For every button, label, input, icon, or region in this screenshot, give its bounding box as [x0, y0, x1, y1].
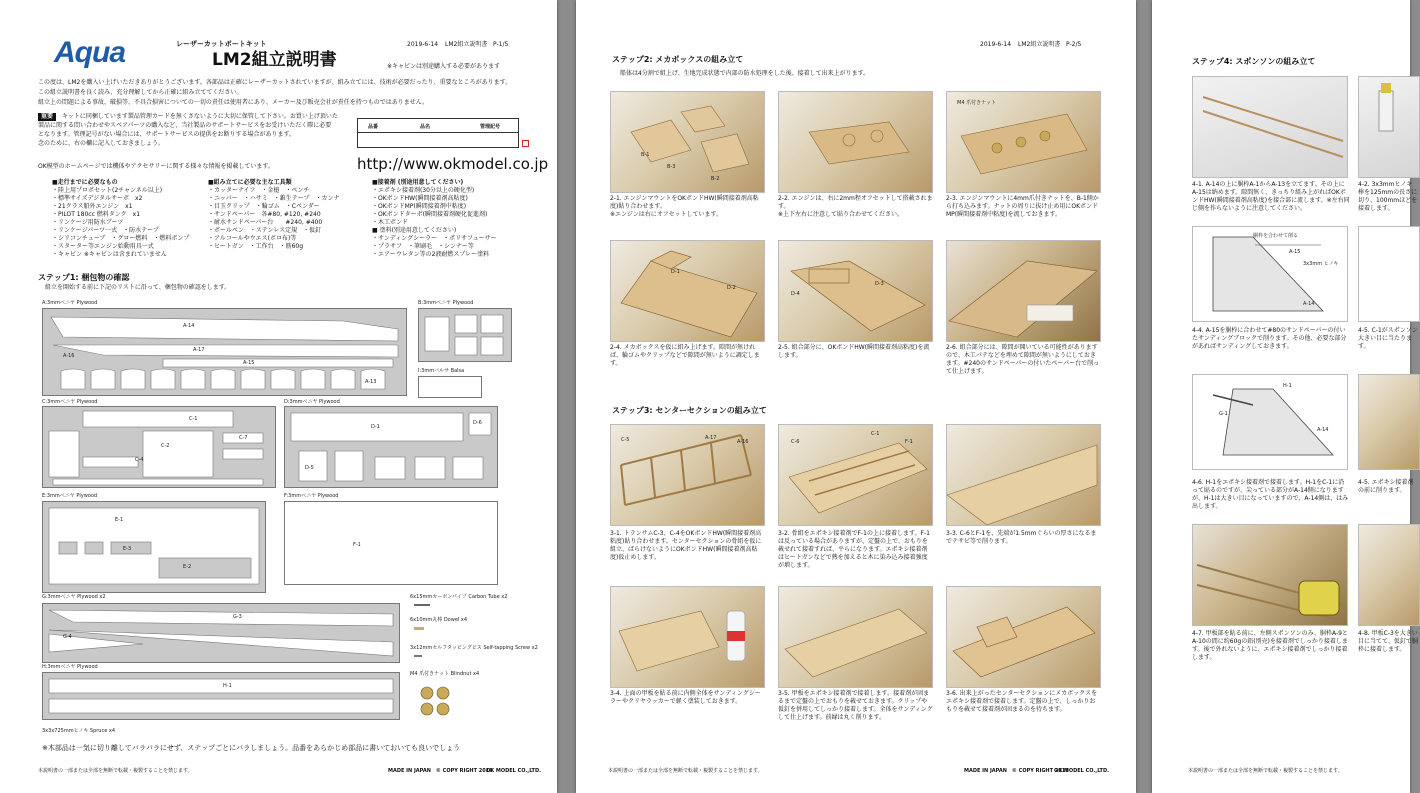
photo-2-6-illustration: [947, 241, 1100, 341]
caption-2-3: 2-3. エンジンマウントに4mm爪付きナットを、B-1側から打ち込みます。ナットの周りに抜け止め用にOKボンドMP(瞬間接着剤中粘度)を流しておきます。: [946, 195, 1099, 218]
part-label: A-13: [365, 379, 377, 385]
doc-date: 2019-6-14: [407, 41, 439, 48]
part-label: E-3: [123, 546, 132, 552]
step1-text: 組立を開始する前に下記のリストに沿って、梱包物の確認をします。: [45, 284, 231, 291]
list-item: ・木工ボンド: [372, 219, 409, 226]
kit-type: レーザーカットボートキット: [176, 40, 267, 48]
manual-page-3: [1152, 0, 1418, 793]
photo-3-2: [778, 424, 933, 526]
photo-label: F-1: [905, 439, 913, 445]
tools-title: ■組み立てに必要な主な工具類: [208, 179, 292, 186]
list-item: ・耐水サンドペーパー台 #240, #400: [208, 219, 323, 226]
caption-4-7: 4-7. 甲板部を貼る前に、左側スポンソンのみ、胴枠A-9とA-10の間に約60gの鉛(別売)を接着剤でしっかり接着します。後で外れないように、エポキシ接着剤でしっかり接着します。: [1192, 630, 1348, 661]
photo-2-3-illustration: [947, 92, 1100, 192]
spruce-label: 3x3x725mmヒノキ Spruce x4: [42, 728, 116, 734]
caption-3-2: 3-2. 骨組をエポキシ接着剤でF-1の上に接着します。F-1は反っている場合がありますが、定盤の上で、おもりを載せれて接着すれば、平らになります。エポキシ接着剤はヒートガンなどで熱を加えると木に染み込み接着強度が増します。: [778, 530, 930, 569]
warning-text-4: 念のために、右の欄に記入しておきましょう。: [38, 140, 165, 147]
diagram-label: A-14: [1303, 301, 1315, 307]
diagram-label: 胴枠を合わせて削る: [1253, 233, 1299, 239]
photo-2-2: [778, 91, 933, 193]
caption-3-5: 3-5. 甲板をエポキシ接着剤で接着します。接着剤が固まるまで定盤の上でおもりを載せておきます。クリップや仮釘を併用してしっかり接着します。全体をサンディングして仕上げます。前縁は丸く削ります。: [778, 690, 933, 721]
sheet-d-label: D:3mmベニヤ Plywood: [284, 399, 340, 405]
caption-4-4: 4-4. A-15を胴枠に合わせて#80のサンドペーパーの付いたサンディングブロックで削ります。その他、必要な部分があればサンディングしておきます。: [1192, 327, 1347, 350]
photo-4-1: [1192, 76, 1348, 178]
list-item: ・陸上用プロポセット(2チャンネル以上): [52, 187, 163, 194]
tools-list: [208, 179, 368, 251]
photo-label: C-5: [621, 437, 630, 443]
caption-2-1: 2-1. エンジンマウントをOKボンドHW(瞬間接着剤高粘度)貼り合わせます。 ※エンジンは右にオフセットしています。: [610, 195, 759, 218]
photo-3-5-illustration: [779, 587, 932, 687]
sheet-d: [284, 406, 498, 488]
part-label: A-16: [63, 353, 75, 359]
manual-page-1: [0, 0, 557, 793]
warning-text-2: 製品に関する問い合わせやスペアパーツの購入など、当社製品のサポートサービスをお受けいただく際に必要: [38, 122, 332, 129]
photo-label: D-3: [875, 281, 884, 287]
marker-icon: [522, 140, 529, 147]
list-item: ・ヒートガン ・工作台 ・筋60g: [208, 243, 304, 250]
doc-date: 2019-6-14: [980, 41, 1012, 48]
copyright-notice: 本説明書の一部または全部を無断で転載・複製することを禁じます。: [1188, 768, 1343, 774]
part-label: C-7: [239, 435, 248, 441]
website-note: OK模型のホームページでは機体やアクセサリーに関する様々な情報を掲載しています。: [38, 163, 274, 170]
page-number: P-1/5: [493, 41, 509, 48]
caption-4-1: 4-1. A-14の上に胴枠A-1からA-13を立てます。その上にA-15は納めます。隙間無く、きっちり組み上がればOKボンドHW(瞬間接着剤高粘度)を接合部に流します。※左右同じ側を作らないように注意してください。: [1192, 181, 1350, 212]
part-label: C-4: [135, 457, 144, 463]
carbon-tube-label: 6x15mmカーボンパイプ Carbon Tube x2: [410, 594, 508, 600]
part-label: H-1: [223, 683, 232, 689]
sheet-e-label: E:3mmベニヤ Plywood: [42, 493, 98, 499]
photo-4-7: [1192, 524, 1348, 626]
part-label: F-1: [353, 542, 361, 548]
photo-4-2: [1358, 76, 1420, 178]
part-label: E-1: [115, 517, 124, 523]
screw-label: 3x12mmセルフタッピングビス Self-tapping Screw x2: [410, 645, 538, 651]
step3-title: ステップ3: センターセクションの組み立て: [612, 406, 767, 415]
sheet-h: [42, 672, 400, 720]
part-label: G-4: [63, 634, 72, 640]
carbon-tube-icon: [414, 604, 430, 606]
required-items-list: [52, 179, 210, 259]
photo-2-2-illustration: [779, 92, 932, 192]
diagram-label: G-1: [1219, 411, 1228, 417]
photo-label: D-2: [727, 285, 736, 291]
caption-4-6: 4-6. H-1をエポキシ接着剤で接着します。H-1をC-1に沿って貼るのですが、尖っている部分がA-14側になりますが、H-1は大きい目になっていますので、A-14側は、はみ出します。: [1192, 479, 1349, 510]
made-in-japan: MADE IN JAPAN © COPY RIGHT 2019: [388, 768, 493, 774]
copyright-notice: 本説明書の一部または全部を無断で転載・複製することを禁じます。: [608, 768, 763, 774]
caption-2-5: 2-5. 組合部分に、OKボンドHW(瞬間接着剤高粘度)を流します。: [778, 344, 930, 359]
doc-ref: LM2組立説明書: [1018, 41, 1061, 48]
required-items-title: ■走行までに必要なもの: [52, 179, 118, 186]
list-item: ・リンケージパーツ一式 ・防水テープ: [52, 227, 159, 234]
photo-3-4-illustration: [611, 587, 764, 687]
caption-3-3: 3-3. C-6とF-1を、先端が1.5mmぐらいの厚さになるまでテサビ等で削ります。: [946, 530, 1097, 545]
caption-4-5b: 4-5. エポキシ接着剤の前に削ります。: [1358, 479, 1414, 494]
doc-ref: LM2組立説明書: [445, 41, 488, 48]
blindnut-label: M4 爪付きナット Blindnut x4: [410, 671, 480, 677]
company-name: OK MODEL CO.,LTD.: [1054, 768, 1110, 774]
caption-4-2: 4-2. 3x3mmヒノキ棒を125mmの長さに切り、100mmほどを接着します。: [1358, 181, 1418, 212]
sheet-g: [42, 603, 400, 663]
list-item: ・標準サイズデジタルサーボ x2: [52, 195, 143, 202]
list-item: ・スターター等エンジン始動用具一式: [52, 243, 154, 250]
photo-label: C-1: [871, 431, 880, 437]
sheet-f: [284, 501, 498, 585]
photo-2-4-illustration: [611, 241, 764, 341]
table-header-name: 品名: [420, 124, 431, 130]
important-badge: 重要: [38, 113, 56, 121]
photo-label: M4 爪付きナット: [957, 100, 996, 106]
aqua-logo: Aqua: [54, 36, 125, 69]
photo-label: D-1: [671, 269, 680, 275]
photo-2-5-illustration: [779, 241, 932, 341]
sheet-g-parts: [43, 604, 399, 662]
photo-4-1-illustration: [1193, 77, 1347, 177]
part-label: A-17: [193, 347, 205, 353]
photo-2-5: [778, 240, 933, 342]
diagram-4-3: [1192, 226, 1348, 322]
part-label: G-3: [233, 614, 242, 620]
list-item: ・シリコンチューブ ・グロー燃料 ・燃料ポンプ: [52, 235, 190, 242]
footnote: ※木部品は一気に切り離してバラバラにせず、ステップごとにバラしましょう。品番をあらかじめ部品に書いておいても良いでしょう: [42, 744, 461, 752]
part-label: A-15: [243, 360, 255, 366]
sheet-h-label: H:3mmベニヤ Plywood: [42, 664, 98, 670]
sheet-c-label: C:3mmベニヤ Plywood: [42, 399, 98, 405]
sheet-b: [418, 308, 512, 362]
list-item: ・OKボンドHW(瞬間接着剤高粘度): [372, 195, 468, 202]
sheet-a: [42, 308, 407, 396]
list-item: ・OKボンドMP(瞬間接着剤中粘度): [372, 203, 467, 210]
table-divider: [358, 132, 518, 133]
sheet-i: [418, 376, 482, 398]
list-item: ・エアーウレタン等の2液耐燃スプレー塗料: [372, 251, 490, 258]
caption-4-5: 4-5. C-1がスポンソン大きい目に当たります。: [1358, 327, 1418, 350]
list-item: ・アルコールやウエス(ボロ布)等: [208, 235, 297, 242]
part-label: E-2: [183, 564, 192, 570]
list-item: ・PILOT 180cc 燃料タンク x1: [52, 211, 141, 218]
list-item: ・カッターナイフ ・金槌 ・ペンチ: [208, 187, 310, 194]
sheet-e: [42, 501, 266, 593]
sheet-a-label: A:3mmベニヤ Plywood: [42, 300, 98, 306]
photo-2-1: [610, 91, 765, 193]
list-item: ・エポキシ接着剤(30分以上の硬化型): [372, 187, 475, 194]
table-header-part-no: 品番: [368, 124, 379, 130]
part-label: A-14: [183, 323, 195, 329]
photo-3-3: [946, 424, 1101, 526]
list-item: ・プラサフ ・筆刷毛 ・シンナー等: [372, 243, 474, 250]
photo-3-6: [946, 586, 1101, 688]
sheet-f-label: F:3mmベニヤ Plywood: [284, 493, 339, 499]
photo-2-1-illustration: [611, 92, 764, 192]
caption-3-1: 3-1. トランサムC-3、C-4をOKボンドHW(瞬間接着剤高粘度)貼り合わせます。センターセクションの骨組を仮に組立、ばらけないようにOKボンドHW(瞬間接着剤高粘度)仮止めします。: [610, 530, 762, 561]
caption-2-4: 2-4. メカボックスを仮に組み上げます。隙間が無ければ、輪ゴムやクリップなどで隙間が無いように調定します。: [610, 344, 760, 367]
photo-label: A-17: [705, 435, 717, 441]
sheet-e-parts: [43, 502, 265, 592]
photo-3-5: [778, 586, 933, 688]
screw-icon: [414, 655, 422, 657]
photo-4-5b: [1358, 374, 1420, 470]
sheet-c-parts: [43, 407, 275, 487]
part-label: D-5: [305, 465, 314, 471]
dowel-icon: [414, 627, 424, 630]
part-label: C-2: [161, 443, 170, 449]
list-item: ・ボールペン ・ステンレス定規 ・仮釘: [208, 227, 322, 234]
blindnut-icon: [418, 684, 452, 718]
management-table: [357, 118, 519, 148]
sheet-d-parts: [285, 407, 497, 487]
sheet-g-label: G:3mmベニヤ Plywood x2: [42, 594, 106, 600]
diagram-4-6-drawing: [1193, 375, 1347, 469]
company-name: OK MODEL CO.,LTD.: [486, 768, 542, 774]
photo-4-7-illustration: [1193, 525, 1347, 625]
photo-3-1: [610, 424, 765, 526]
sheet-a-parts: [43, 309, 406, 395]
list-item: ・キャビン ※キャビンは含まれていません: [52, 251, 167, 258]
list-item: ・目玉クリップ ・輪ゴム ・Cペンダー: [208, 203, 320, 210]
photo-2-6: [946, 240, 1101, 342]
adhesives-list: [372, 179, 542, 259]
warning-text-3: となります。管理記号がない場合には、サポートサービスの提供をお断りする場合があります。: [38, 131, 296, 138]
photo-3-6-illustration: [947, 587, 1100, 687]
cabin-note: ※キャビンは別途購入する必要があります: [387, 63, 501, 70]
website-link[interactable]: http://www.okmodel.co.jp: [357, 155, 549, 173]
sheet-b-parts: [419, 309, 511, 361]
sheet-b-label: B:3mmベニヤ Plywood: [418, 300, 474, 306]
photo-4-2-illustration: [1359, 77, 1419, 177]
list-item: ■ 塗料(別途用意してください): [372, 227, 457, 234]
sheet-i-label: I:3mmバルサ Balsa: [418, 368, 465, 374]
photo-3-4: [610, 586, 765, 688]
diagram-4-3-drawing: [1193, 227, 1347, 321]
photo-label: A-16: [737, 439, 749, 445]
adhesives-title: ■接着剤 (別途用意してください): [372, 179, 464, 186]
list-item: ・サンドペーパー 各#80, #120, #240: [208, 211, 321, 218]
part-label: D-1: [371, 424, 380, 430]
intro-text-3: 組立上の問題による事故、破損等、不具合損害についての一切の責任は使用者にあり、メーカー及び販売会社が責任を持つものではありません。: [38, 99, 429, 106]
caption-3-4: 3-4. 上面の甲板を貼る前に内側全体をサンディングシーラーやクリヤラッカーで軽く塗装しておきます。: [610, 690, 761, 705]
diagram-4-6: [1192, 374, 1348, 470]
sheet-c: [42, 406, 276, 488]
part-label: D-6: [473, 420, 482, 426]
caption-2-2: 2-2. エンジンは、右に2mm程オフセットして搭載されます。 ※上下左右に注意して貼り合わせてください。: [778, 195, 933, 218]
page-title: LM2組立説明書: [212, 50, 337, 70]
made-in-japan: MADE IN JAPAN © COPY RIGHT 2019: [964, 768, 1069, 774]
list-item: ・リンケージ用防水ブーツ: [52, 219, 124, 226]
copyright-notice: 本説明書の一部または全部を無断で転載・複製することを禁じます。: [38, 768, 193, 774]
list-item: ・21クラス船外エンジン x1: [52, 203, 133, 210]
caption-3-6: 3-6. 出来上がったセンターセクションにメカボックスをエポキシ接着剤で接着します。定盤の上で、しっかりおもりを載せて接着剤が固まるのを待ちます。: [946, 690, 1098, 713]
photo-4-8: [1358, 524, 1420, 626]
diagram-label: 3x3mm ヒノキ: [1303, 261, 1339, 267]
caption-2-6: 2-6. 組合部分には、隙間が開いている可能性がありますので、木工パテなどを埋めて隙間が無いようにしておきます。#240のサンドペーパーの付いたペーパー台で削って仕上げます。: [946, 344, 1100, 375]
sheet-h-parts: [43, 673, 399, 719]
photo-label: B-2: [711, 176, 720, 182]
photo-3-3-illustration: [947, 425, 1100, 525]
intro-text-1: この度は、LM2を購入い上げいただきありがとうございます。各部品は正確にレーザーカットされていますが、組み立てには、技術が必要だったり、重要なところがあります。: [38, 79, 512, 86]
step4-title: ステップ4: スポンソンの組み立て: [1192, 57, 1316, 66]
warning-text-1: キットに同梱しています製品管理カードを無くさないように大切に保管して下さい。お買い上げ頂いた: [62, 113, 338, 120]
step1-title: ステップ1: 梱包物の確認: [38, 273, 130, 282]
diagram-label: A-14: [1317, 427, 1329, 433]
dowel-label: 6x10mm丸棒 Dowel x4: [410, 617, 468, 623]
table-header-code: 管理記号: [480, 124, 501, 130]
photo-label: B-3: [667, 164, 676, 170]
photo-label: B-1: [641, 152, 650, 158]
photo-label: D-4: [791, 291, 800, 297]
diagram-4-5: [1358, 226, 1420, 322]
diagram-label: H-1: [1283, 383, 1292, 389]
step2-title: ステップ2: メカボックスの組み立て: [612, 55, 744, 64]
photo-label: C-6: [791, 439, 800, 445]
part-label: C-1: [189, 416, 198, 422]
photo-2-4: [610, 240, 765, 342]
photo-2-3: [946, 91, 1101, 193]
page-number: P-2/5: [1066, 41, 1082, 48]
list-item: ・ニッパー ・ハサミ ・錐生テープ ・カンナ: [208, 195, 340, 202]
manual-page-2: [576, 0, 1136, 793]
intro-text-2: この組立説明書を良く読み、充分理解してから正確に組み立ててください。: [38, 89, 243, 96]
diagram-label: A-15: [1289, 249, 1301, 255]
list-item: ・OKボンドターボ(瞬間接着剤硬化促進剤): [372, 211, 488, 218]
list-item: ・サンディングシーラー ・ポリサフューサー: [372, 235, 497, 242]
step2-text: 船体は4分割で組上げ、生地完成状態で内部の防水処理をした後、接着して出来上がります。: [620, 70, 870, 77]
caption-4-8: 4-8. 甲板C-3を大きい目に当てて、仮釘で胴枠に接着します。: [1358, 630, 1418, 653]
